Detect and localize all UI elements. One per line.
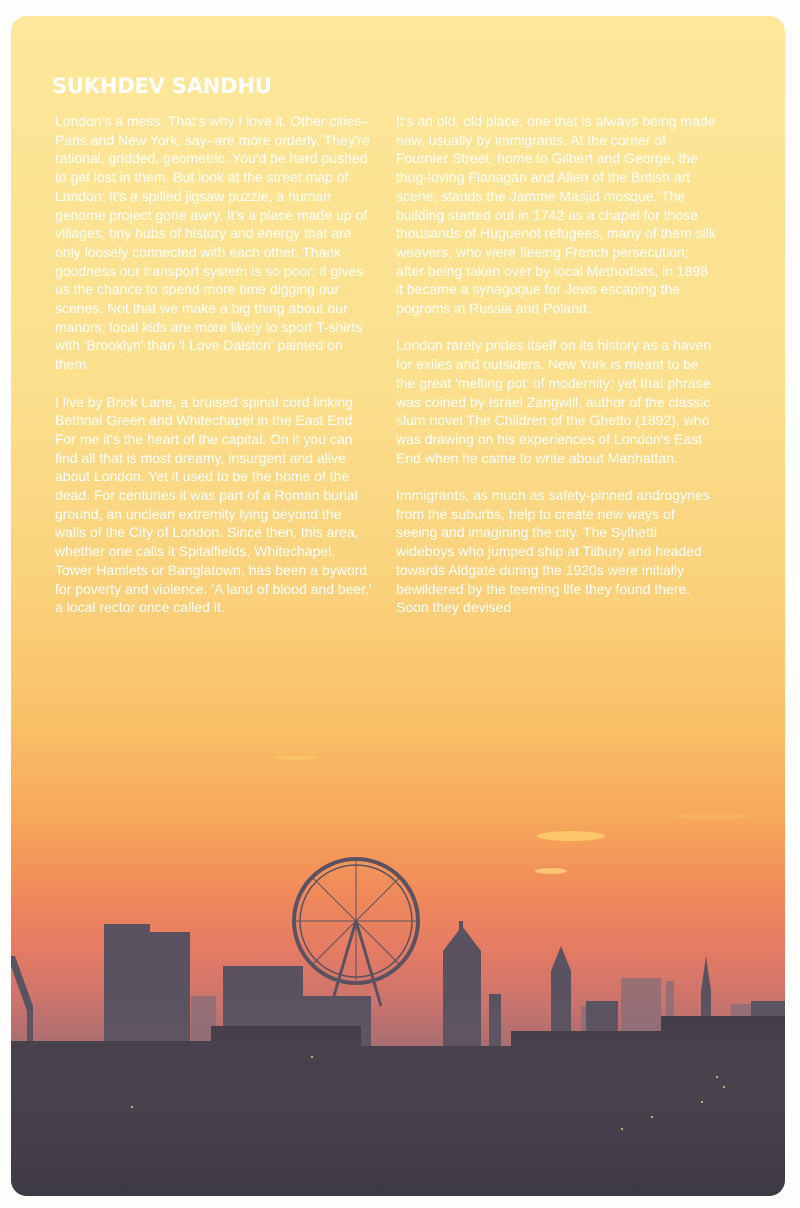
london-skyline-photo — [11, 756, 785, 1196]
right-text-column — [396, 112, 716, 636]
author-byline: SUKHDEV SANDHU — [52, 74, 272, 98]
left-text-column — [55, 112, 375, 636]
paragraph: London rarely prides itself on its history as a haven for exiles and outsiders. New York is meant to be the great 'melting pot' of modernity; yet that phrase was coined by Israel Zangwill, author of the classic slum novel The Children of the Ghetto (1892), who was drawing on his experiences of London's East End when he came to write about Manhattan. — [396, 337, 712, 466]
paragraph: London's a mess. That's why I love it. Other cities–Paris and New York, say–are more orderly. They're rational, gridded, geometric. You'd be hard pushed to get lost in them. But look at the street map of London: it's a spilled jigsaw puzzle, a human genome project gone awry. It's a place made up of villages, tiny hubs of history and energy that are only loosely connected with each other. Thank goodness our transport system is so poor; it gives us the chance to spend more time digging our scenes. Not that we make a big thing about our manors; local kids are more likely to sport T-shirts with 'Brooklyn' than 'I Love Dalston' painted on them. — [55, 113, 370, 373]
paragraph: It's an old, old place, one that is always being made new, usually by immigrants. At the corner of Fournier Street, home to Gilbert and George, the thug-loving Flanagan and Allen of the British art scene, stands the Jamme Masjid mosque. The building started out in 1742 as a chapel for those thousands of Huguenot refugees, many of them silk weavers, who were fleeing French persecution; after being taken over by local Methodists, in 1898 it became a synagogue for Jews escaping the pogroms in Russia and Poland. — [396, 113, 716, 317]
sunset-clouds — [274, 756, 751, 874]
paragraph: I live by Brick Lane, a bruised spinal cord linking Bethnal Green and Whitechapel in the East End. For me it's the heart of the capital. On it you can find all that is most dreamy, insurgent and alive about London. Yet it used to be the home of the dead. For centuries it was part of a Roman burial ground, an unclean extremity lying beyond the walls of the City of London. Since then, this area, whether one calls it Spitalfields, Whitechapel, Tower Hamlets or Banglatown, has been a byword for poverty and violence. 'A land of blood and beer,' a local rector once called it. — [55, 393, 372, 616]
london-eye — [294, 859, 418, 1006]
magazine-page — [11, 16, 785, 1196]
paragraph: Immigrants, as much as safety-pinned androgynes from the suburbs, help to create new ways of seeing and imagining the city. The Sylhetti wideboys who jumped ship at Tilbury and headed towards Aldgate during the 1920s were initially bewildered by the teeming life they found there. Soon they devised — [396, 487, 710, 616]
